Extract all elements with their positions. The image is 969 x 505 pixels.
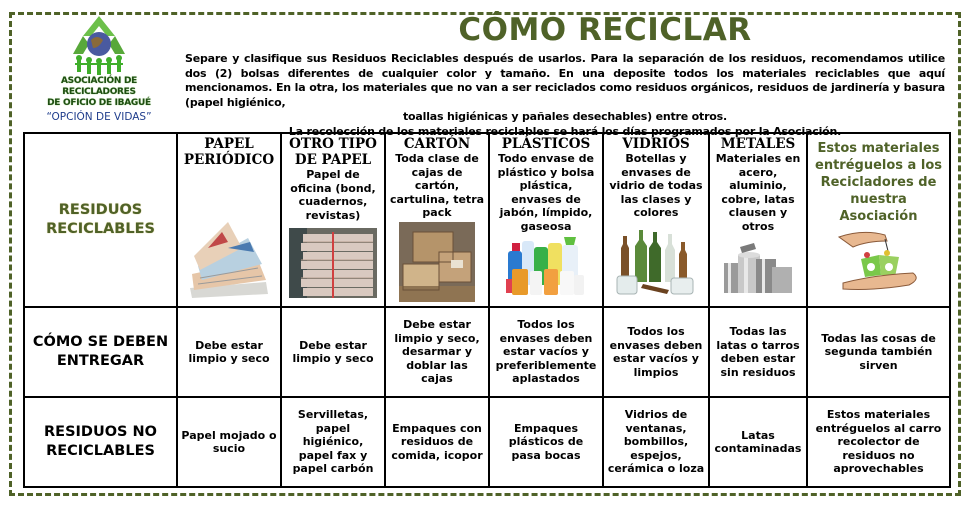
page-title: CÓMO RECICLAR <box>458 12 752 48</box>
cardboard-boxes-image <box>399 222 475 302</box>
category-newspaper <box>177 133 281 307</box>
recycling-table <box>23 132 951 488</box>
delivery-cell: Todos los envases deben estar vacíos y limpios <box>603 307 709 397</box>
category-description: Papel de oficina (bond, cuadernos, revistas) <box>290 168 376 222</box>
association-name-line1: ASOCIACIÓN DE RECICLADORES <box>60 76 137 97</box>
category-title: PLÁSTICOS <box>501 136 591 152</box>
delivery-cell: Todos los envases deben estar vacíos y preferiblemente aplastados <box>489 307 603 397</box>
recycle-globe-people-icon <box>69 14 129 76</box>
category-title: PAPEL PERIÓDICO <box>183 136 275 168</box>
category-plastics <box>489 133 603 307</box>
non-recyclable-cell: Vidrios de ventanas, bombillos, espejos, cerámica o loza <box>603 397 709 487</box>
metal-cans-image <box>720 241 796 297</box>
office-paper-stack-image <box>289 228 377 298</box>
category-description: Todo envase de plástico y bolsa plástica, envases de jabón, límpido, gaseosa <box>497 152 595 233</box>
category-title: CARTÓN <box>403 136 471 152</box>
collection-note: La recolección de los materiales reciclables se hará los días programados por la Asociación. <box>288 124 842 138</box>
delivery-cell: Debe estar limpio y seco, desarmar y doblar las cajas <box>385 307 489 397</box>
delivery-cell: Debe estar limpio y seco <box>281 307 385 397</box>
non-recyclable-cell: Servilletas, papel higiénico, papel fax y papel carbón <box>281 397 385 487</box>
association-slogan: “OPCIÓN DE VIDAS” <box>46 111 152 123</box>
category-glass <box>603 133 709 307</box>
category-description: Toda clase de cajas de cartón, cartulina, tetra pack <box>389 152 485 219</box>
category-description: Botellas y envases de vidrio de todas las clases y colores <box>609 152 703 219</box>
row-non-recyclables <box>24 397 950 487</box>
glass-bottles-image <box>613 230 699 296</box>
non-recyclable-cell: Empaques plásticos de pasa bocas <box>489 397 603 487</box>
category-other-paper <box>281 133 385 307</box>
association-name-line2: DE OFICIO DE IBAGUÉ <box>47 98 151 108</box>
category-title: OTRO TIPO DE PAPEL <box>289 136 377 168</box>
category-description: Materiales en acero, aluminio, cobre, latas clausen y otros <box>715 152 801 233</box>
category-cardboard <box>385 133 489 307</box>
intro-text <box>185 52 945 139</box>
delivery-cell: Todas las cosas de segunda también sirven <box>807 307 950 397</box>
non-recyclable-cell: Estos materiales entréguelos al carro recolector de residuos no aprovechables <box>807 397 950 487</box>
delivery-cell: Todas las latas o tarros deben estar sin residuos <box>709 307 807 397</box>
newspaper-stack-image <box>188 208 270 300</box>
category-metals <box>709 133 807 307</box>
association-logo <box>24 14 174 123</box>
non-recyclable-cell: Latas contaminadas <box>709 397 807 487</box>
non-recyclable-cell: Papel mojado o sucio <box>177 397 281 487</box>
association-delivery-cell <box>807 133 950 307</box>
category-title: VIDRIOS <box>622 136 690 152</box>
hand-holding-recycling-image <box>833 229 925 293</box>
row-header-recyclables: RESIDUOS RECICLABLES <box>24 133 177 307</box>
category-title: METALES <box>720 136 796 152</box>
intro-paragraph: Separe y clasifique sus Residuos Reciclables después de usarlos. Para la separación de los residuos, recomendamos utilice dos (2) bolsas diferentes de cualquier color y tamaño. En una deposite todos los materiales reciclables que aquí mencionamos. En la otra, los materiales que no van a ser reciclados como residuos orgánicos, residuos de jardinería y basura (papel higiénico, <box>185 52 945 109</box>
row-header-delivery: CÓMO SE DEBEN ENTREGAR <box>24 307 177 397</box>
plastic-bottles-image <box>502 235 590 295</box>
row-delivery <box>24 307 950 397</box>
non-recyclable-cell: Empaques con residuos de comida, icopor <box>385 397 489 487</box>
row-header-non-recyclables: RESIDUOS NO RECICLABLES <box>24 397 177 487</box>
intro-paragraph-end: toallas higiénicas y pañales desechables) entre otros. <box>403 110 727 123</box>
row-recyclables <box>24 133 950 307</box>
delivery-cell: Debe estar limpio y seco <box>177 307 281 397</box>
association-delivery-text: Estos materiales entréguelos a los Recicladores de nuestra Asociación <box>815 141 942 224</box>
